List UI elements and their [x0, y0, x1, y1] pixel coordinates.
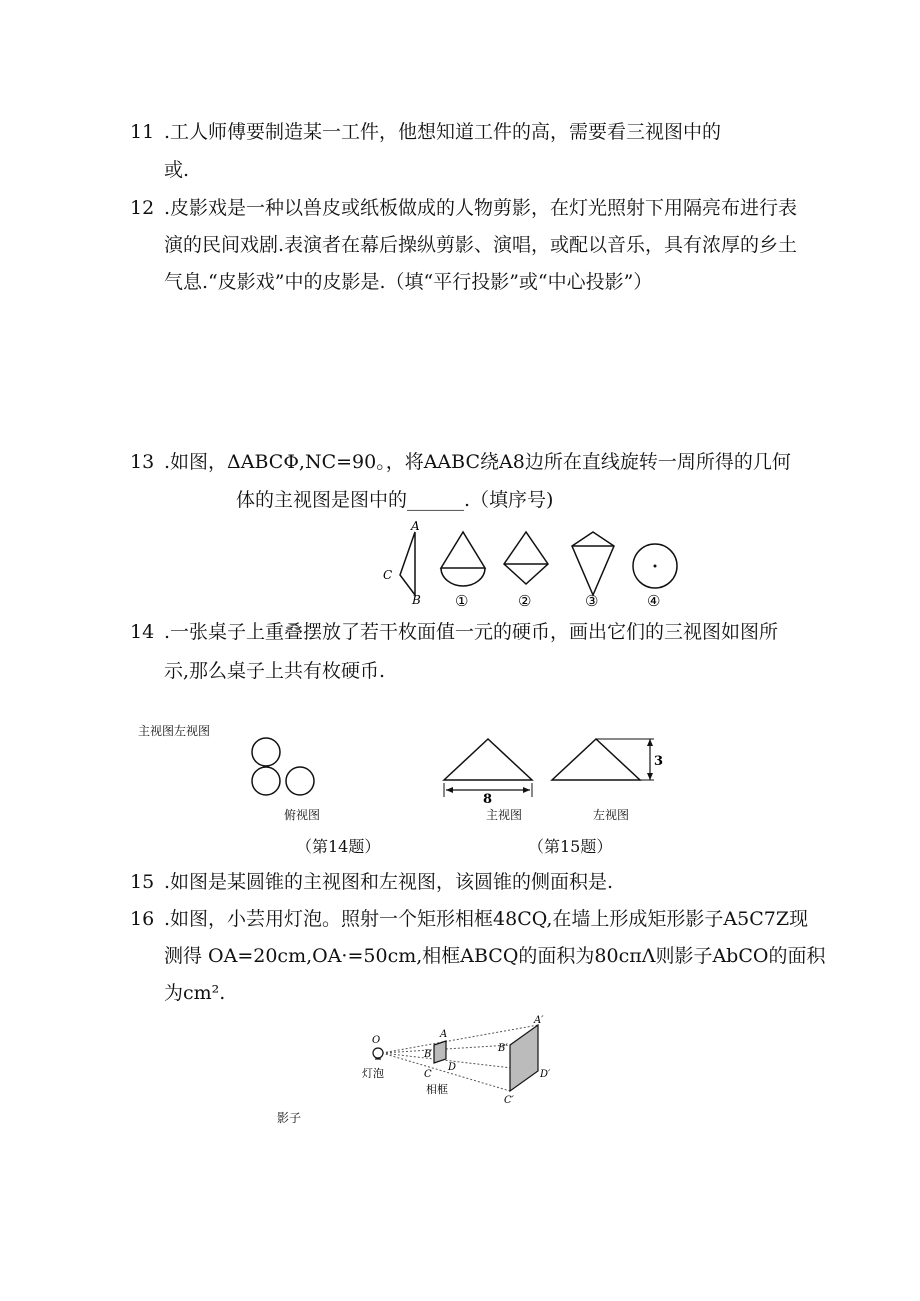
q12-line3	[164, 270, 652, 294]
label-b-prime: B′	[498, 1043, 508, 1054]
q11-text-1: .工人师傅要制造某一工件，他想知道工件的高，需要看三视图中的	[164, 121, 722, 143]
q15-figure-label: （第15题）	[528, 837, 613, 856]
height-arrow-top	[647, 739, 653, 746]
label-c-prime: C′	[504, 1095, 514, 1106]
q16-text-3: 为cm².	[164, 982, 226, 1004]
option-1-shape	[441, 532, 485, 586]
q14-text-1: .一张桌子上重叠摆放了若干枚面值一元的硬币，画出它们的三视图如图所	[164, 621, 779, 643]
label-a: A	[411, 519, 420, 533]
width-value: 8	[483, 792, 493, 807]
label-c-small: C	[424, 1069, 432, 1080]
label-o: O	[372, 1035, 381, 1046]
q14-top-caption: 主视图左视图	[138, 724, 211, 738]
label-d-small: D	[448, 1062, 457, 1073]
width-arrow-right	[523, 787, 530, 793]
q13-figure	[375, 520, 695, 610]
q14-line1	[130, 620, 778, 644]
q14-number: 14	[130, 621, 155, 643]
q12-text-3: 气息.“皮影戏”中的皮影是.（填“平行投影”或“中心投影”）	[164, 271, 653, 293]
q12-line2	[164, 233, 797, 257]
cone-side-view	[552, 739, 640, 780]
coin-bottom-left	[252, 767, 280, 795]
label-a-small: A	[440, 1029, 448, 1040]
q14-figure	[248, 735, 338, 805]
label-b: B	[412, 593, 421, 607]
q15-text-1: .如图是某圆锥的主视图和左视图，该圆锥的侧面积是.	[164, 871, 614, 893]
q11-line1	[130, 120, 721, 144]
option-1-label: ①	[455, 592, 469, 610]
width-arrow-left	[446, 787, 453, 793]
q11-text-2: 或.	[164, 159, 190, 181]
q14-figure-label: （第14题）	[296, 837, 381, 856]
label-d-prime: D′	[540, 1069, 551, 1080]
q16-text-1: .如图，小芸用灯泡。照射一个矩形相框48CQ,在墙上形成矩形影子A5C7Z现	[164, 908, 809, 930]
q16-shadow-caption: 影子	[277, 1111, 302, 1125]
cone-front-view	[444, 739, 532, 780]
q15-figure	[440, 735, 670, 805]
coin-top	[252, 738, 280, 766]
q11-number: 11	[130, 121, 155, 143]
q14-text-2: 示,那么桌子上共有枚硬币.	[164, 660, 386, 682]
shadow-abcd-prime	[510, 1025, 538, 1091]
q15-front-caption: 主视图	[486, 808, 523, 822]
q12-number: 12	[130, 197, 155, 219]
q14-line2	[164, 659, 385, 683]
q15-number: 15	[130, 871, 155, 893]
label-frame: 相框	[426, 1083, 448, 1096]
option-3-label: ③	[585, 592, 599, 610]
q13-number: 13	[130, 451, 155, 473]
q15-side-caption: 左视图	[593, 808, 630, 822]
q16-figure	[360, 1015, 580, 1110]
q16-line1	[130, 907, 808, 931]
q11-line2	[164, 158, 189, 182]
option-2-shape	[504, 532, 548, 584]
option-4-center	[654, 565, 657, 568]
coin-bottom-right	[286, 767, 314, 795]
option-4-label: ④	[647, 592, 661, 610]
label-a-prime: A′	[534, 1015, 544, 1026]
q16-line2	[164, 944, 825, 968]
label-b-small: B	[424, 1049, 432, 1060]
q12-text-1: .皮影戏是一种以兽皮或纸板做成的人物剪影，在灯光照射下用隔亮布进行表	[164, 197, 798, 219]
q14-fig-caption: 俯视图	[284, 808, 321, 822]
q13-line2	[236, 488, 553, 512]
label-c: C	[383, 568, 393, 582]
q13-text-1: .如图，ΔABCΦ,NC=90。，将AABC绕A8边所在直线旋转一周所得的几何	[164, 451, 791, 473]
q16-text-2: 测得 OA=20cm,OA·=50cm,相框ABCQ的面积为80cπΛ则影子AbCO的面积	[164, 945, 826, 967]
triangle-abc	[400, 532, 415, 595]
frame-abcd	[434, 1041, 446, 1063]
option-3-shape	[572, 532, 614, 595]
bulb-icon	[373, 1048, 383, 1058]
q16-line3	[164, 981, 225, 1005]
height-value: 3	[654, 754, 664, 769]
q13-line1	[130, 450, 791, 474]
label-bulb: 灯泡	[362, 1067, 384, 1080]
option-2-label: ②	[518, 592, 532, 610]
q12-text-2: 演的民间戏剧.表演者在幕后操纵剪影、演唱，或配以音乐，具有浓厚的乡土	[164, 234, 798, 256]
q12-line1	[130, 196, 797, 220]
q16-number: 16	[130, 908, 155, 930]
q13-text-2: 体的主视图是图中的______.（填序号)	[236, 489, 554, 511]
height-arrow-bottom	[647, 773, 653, 780]
q15-line1	[130, 870, 613, 894]
